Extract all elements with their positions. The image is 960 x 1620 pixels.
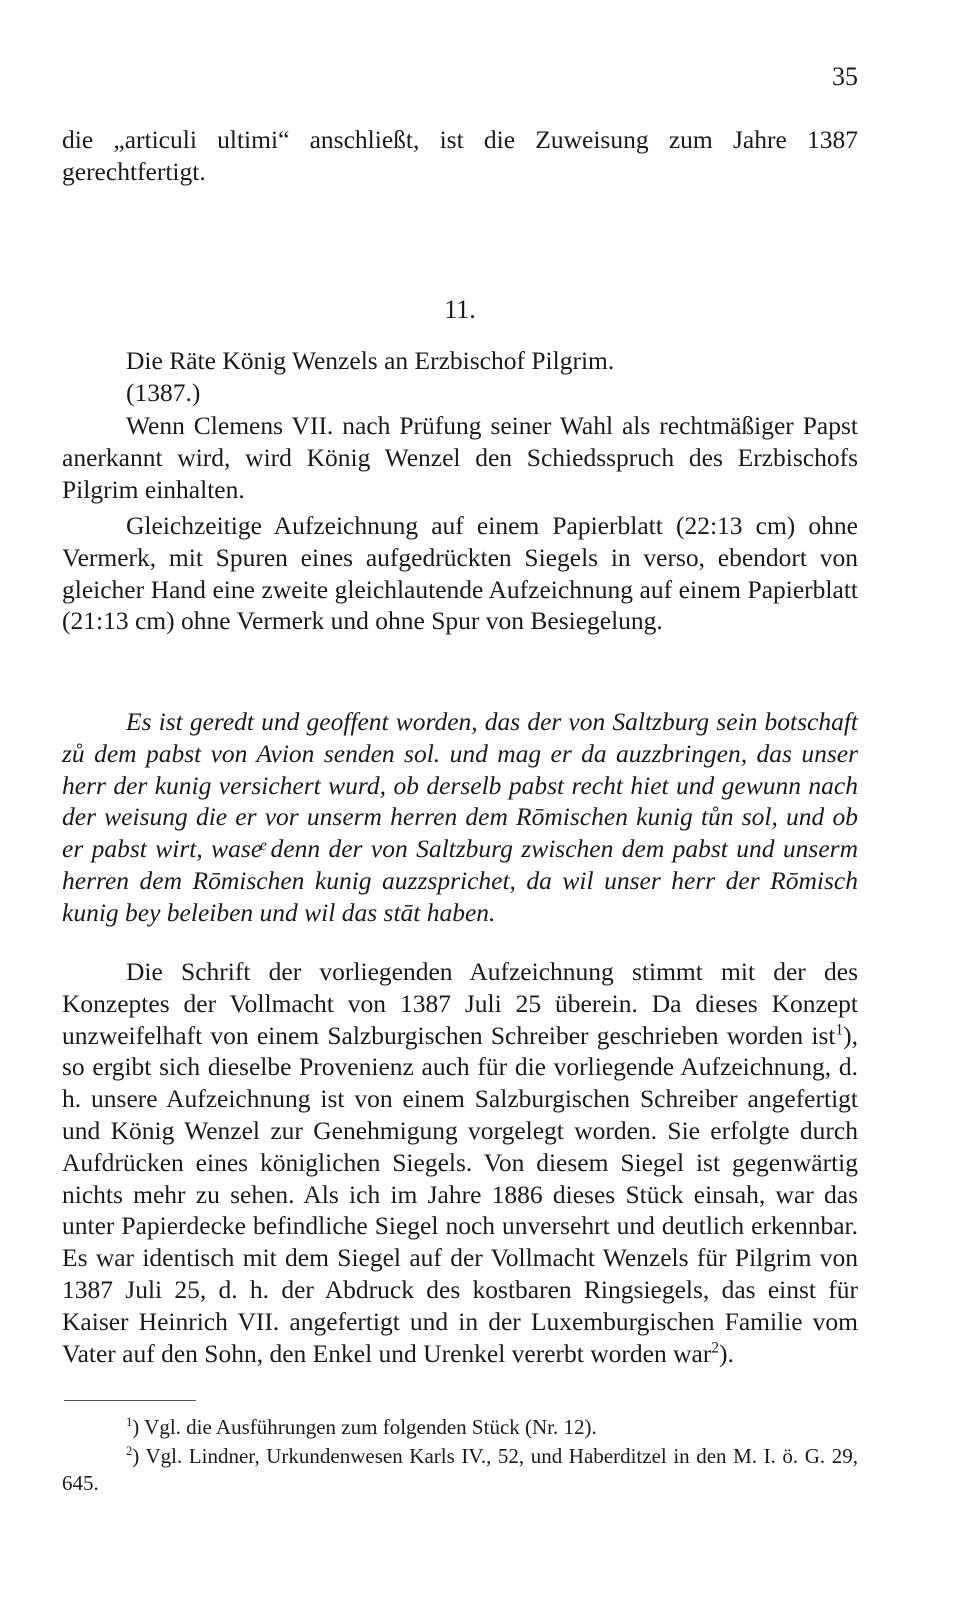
- footnote-text-2: ) Vgl. Lindner, Urkundenwesen Karls IV., 52, und Haberditzel in den M. I. ö. G. 29, 645.: [62, 1444, 858, 1495]
- heading-line-1: Die Räte König Wenzels an Erzbischof Pilgrim.: [126, 346, 615, 375]
- commentary-part-2: ), so ergibt sich dieselbe Provenienz auch für die vorliegende Aufzeichnung, d. h. unsere Aufzeichnung ist von einem Salzburgischen Schreiber angefertigt und König Wenzel zur Genehmigung vorgelegt worden. Sie erfolgte durch Aufdrücken eines königlichen Siegels. Von diesem Siegel ist gegenwärtig nichts mehr zu sehen. Als ich im Jahre 1886 dieses Stück einsah, war das unter Papierdecke befindliche Siegel noch unversehrt und deutlich erkennbar. Es war identisch mit dem Siegel auf der Vollmacht Wenzels für Pilgrim von 1387 Juli 25, d. h. der Abdruck des kostbaren Ringsiegels, das einst für Kaiser Heinrich VII. angefertigt und in der Luxemburgischen Familie vom Vater auf den Sohn, den Enkel und Urenkel vererbt worden war: [62, 1020, 858, 1368]
- footnote-ref-1: 1: [835, 1021, 844, 1039]
- footnote-ref-2: 2: [711, 1339, 719, 1357]
- footnote-1: [62, 1414, 858, 1441]
- section-heading: [62, 345, 858, 409]
- heading-line-2: (1387.): [126, 377, 201, 407]
- intro-paragraph: die „articuli ultimi“ anschließt, ist die Zuweisung zum Jahre 1387 gerechtfertigt.: [62, 125, 858, 186]
- commentary-part-1: Die Schrift der vorliegenden Aufzeichnung stimmt mit der des Konzeptes der Vollmacht von 1387 Juli 25 überein. Da dieses Konzept unzweifelhaft von einem Salzburgischen Schreiber geschrieben worden ist: [62, 957, 858, 1050]
- footnote-mark-1: 1: [126, 1415, 133, 1429]
- footnote-2: [62, 1443, 858, 1497]
- commentary-paragraph: [62, 956, 858, 1369]
- summary-paragraph: Wenn Clemens VII. nach Prüfung seiner Wahl als rechtmäßiger Papst anerkannt wird, wird König Wenzel den Schiedsspruch des Erzbischofs Pilgrim einhalten.: [62, 411, 858, 504]
- section-number: 11.: [444, 295, 476, 324]
- commentary-part-3: ).: [718, 1338, 734, 1368]
- description-paragraph: Gleichzeitige Aufzeichnung auf einem Papierblatt (22:13 cm) ohne Vermerk, mit Spuren eines aufgedrückten Siegels in verso, ebendort von gleicher Hand eine zweite gleichlautende Aufzeichnung auf einem Papierblatt (21:13 cm) ohne Vermerk und ohne Spur von Besiegelung.: [62, 511, 858, 636]
- footnote-divider: [64, 1400, 196, 1401]
- footnote-mark-2: 2: [126, 1444, 133, 1458]
- source-text-paragraph: Es ist geredt und geoffent worden, das der von Saltzburg sein botschaft zů dem pabst von Avion senden sol. und mag er da auzzbringen, das unser herr der kunig versichert wurd, ob derselb pabst recht hiet und gewunn nach der weisung die er vor unserm herren dem Rōmischen kunig tůn sol, und ob er pabst wirt, waseͤ denn der von Saltzburg zwischen dem pabst und unserm herren dem Rōmischen kunig auzzsprichet, da wil unser herr der Rōmisch kunig bey beleiben und wil das stāt haben.: [62, 707, 858, 927]
- page-number: 35: [832, 62, 858, 91]
- footnote-text-1: ) Vgl. die Ausführungen zum folgenden Stück (Nr. 12).: [132, 1415, 597, 1439]
